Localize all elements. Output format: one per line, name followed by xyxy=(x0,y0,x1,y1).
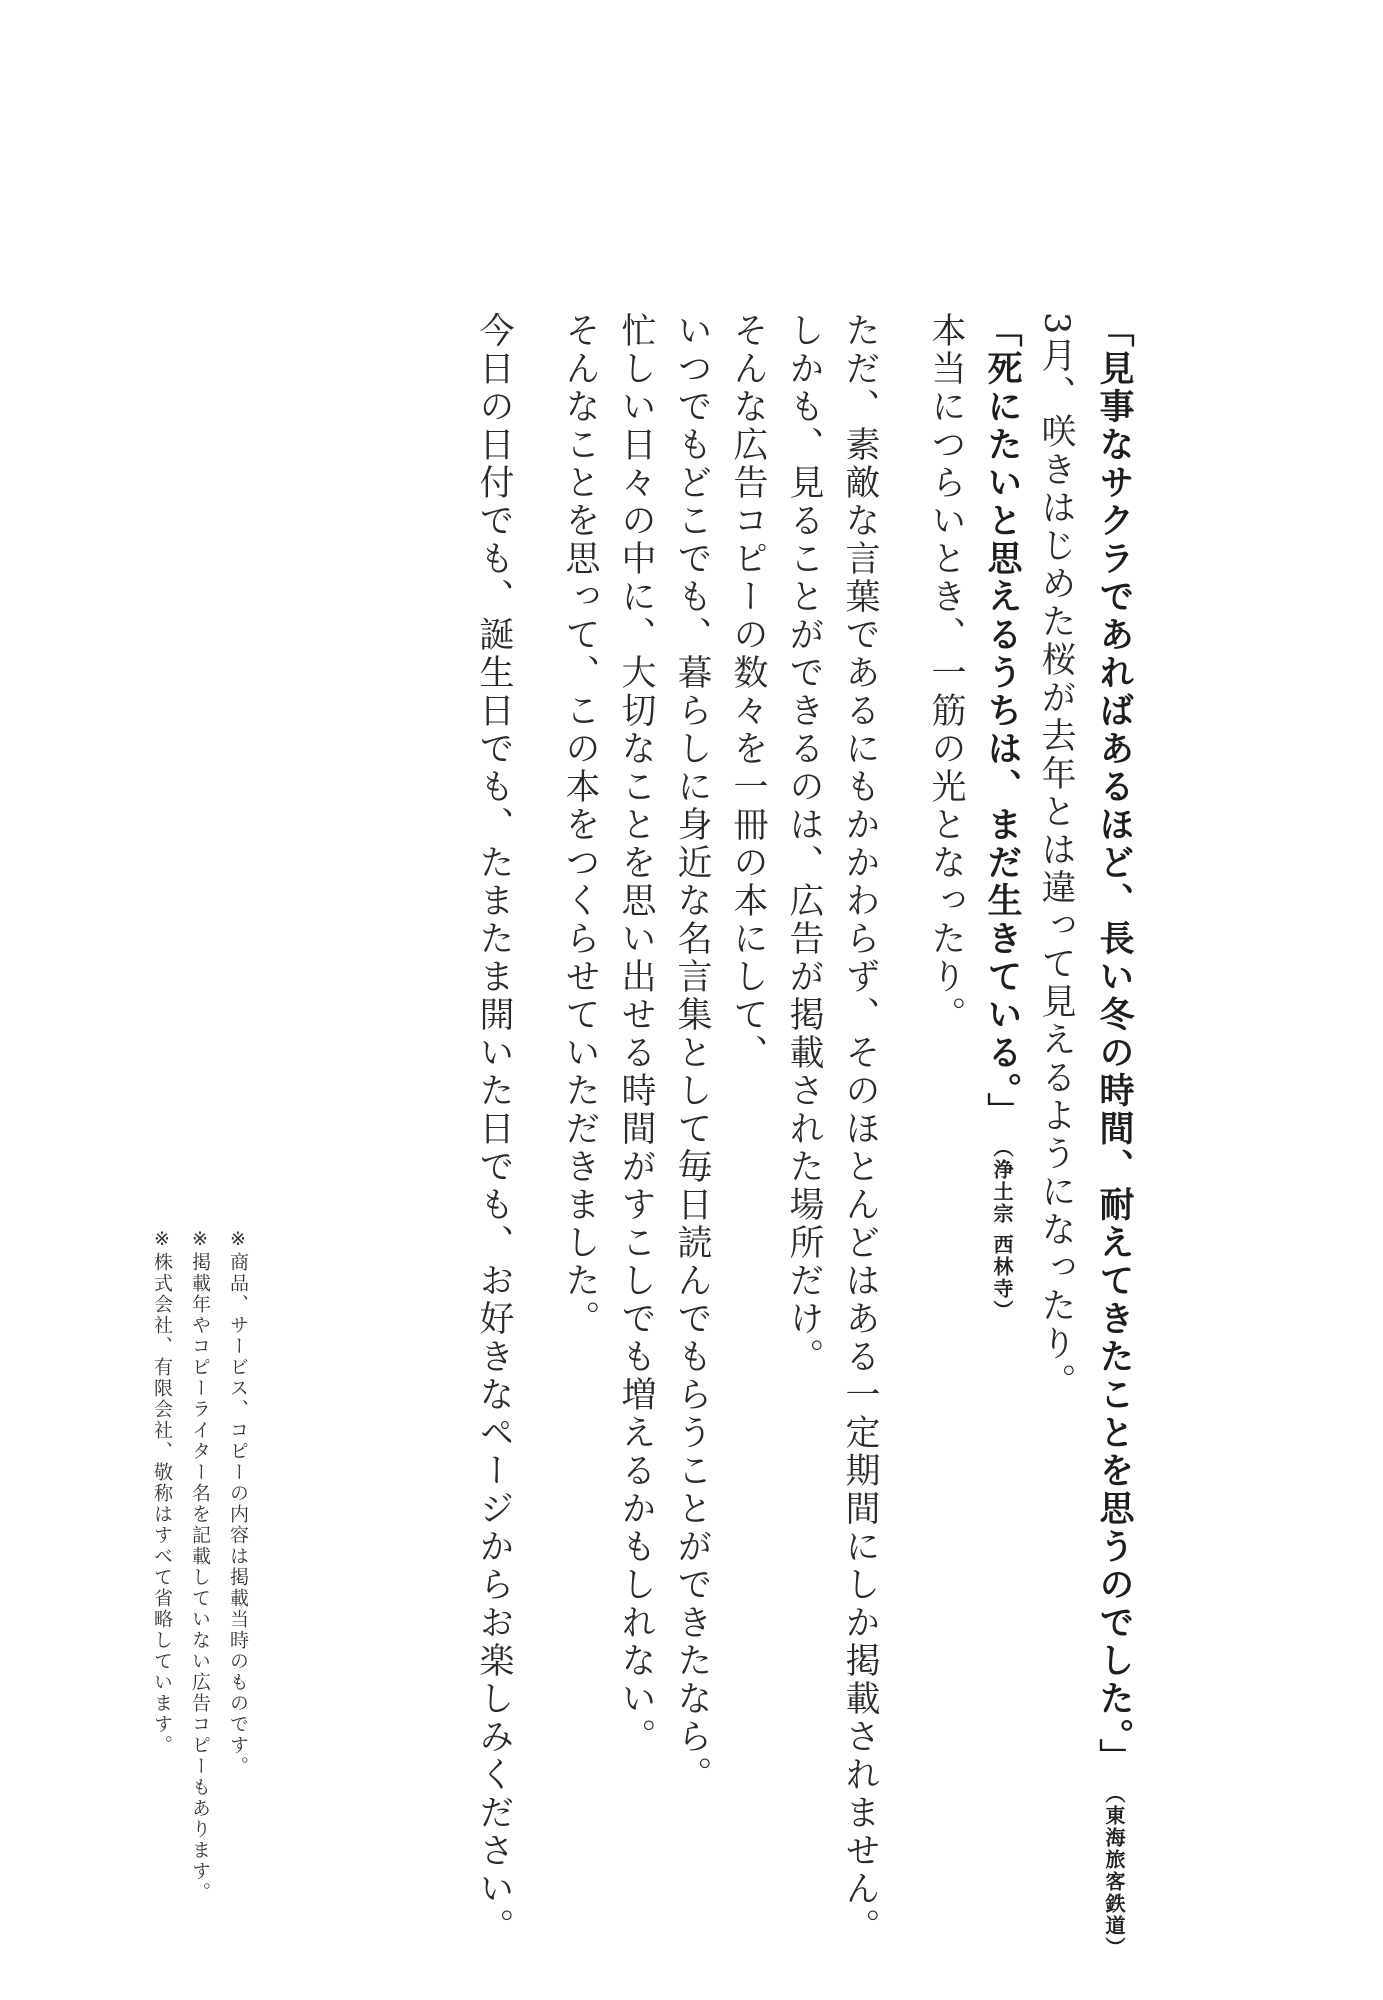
paragraph-line-2: しかも、見ることができるのは、広告が掲載された場所だけ。 xyxy=(784,312,824,1376)
note-1: ※商品、サービス、コピーの内容は掲載当時のものです。 xyxy=(227,1228,249,1777)
paragraph-line-5: 忙しい日々の中に、大切なことを思い出せる時間がすこしでも増えるかもしれない。 xyxy=(616,312,656,1756)
quote-2-column xyxy=(982,312,1022,1322)
paragraph-line-1: ただ、素敵な言葉であるにもかかわらず、そのほとんどはある一定期間にしか掲載されません。 xyxy=(840,312,880,1946)
note-2: ※掲載年やコピーライター名を記載していない広告コピーもあります。 xyxy=(189,1228,211,1903)
paragraph-line-6: そんなことを思って、この本をつくらせていただきました。 xyxy=(560,312,600,1338)
quote-2-source: （浄土宗 西林寺） xyxy=(990,1146,1014,1322)
closing-line: 今日の日付でも、誕生日でも、たまたま開いた日でも、お好きなページからお楽しみください。 xyxy=(474,312,514,1946)
note-3: ※株式会社、有限会社、敬称はすべて省略しています。 xyxy=(151,1228,173,1756)
quote-2-text: 「死にたいと思えるうちは、まだ生きている。」 xyxy=(982,312,1022,1131)
line-march: 3月、咲きはじめた桜が去年とは違って見えるようになったり。 xyxy=(1036,312,1076,1402)
paragraph-line-3: そんな広告コピーの数々を一冊の本にして、 xyxy=(728,312,768,1072)
quote-1-text: 「見事なサクラであればあるほど、長い冬の時間、耐えてきたことを思うのでした。」 xyxy=(1094,312,1134,1777)
quote-1-source: （東海旅客鉄道） xyxy=(1102,1792,1126,1959)
line-painful: 本当につらいとき、一筋の光となったり。 xyxy=(926,312,966,1034)
quote-1-column xyxy=(1094,312,1134,1959)
paragraph-line-4: いつでもどこでも、暮らしに身近な名言集として毎日読んでもらうことができたなら。 xyxy=(672,312,712,1794)
